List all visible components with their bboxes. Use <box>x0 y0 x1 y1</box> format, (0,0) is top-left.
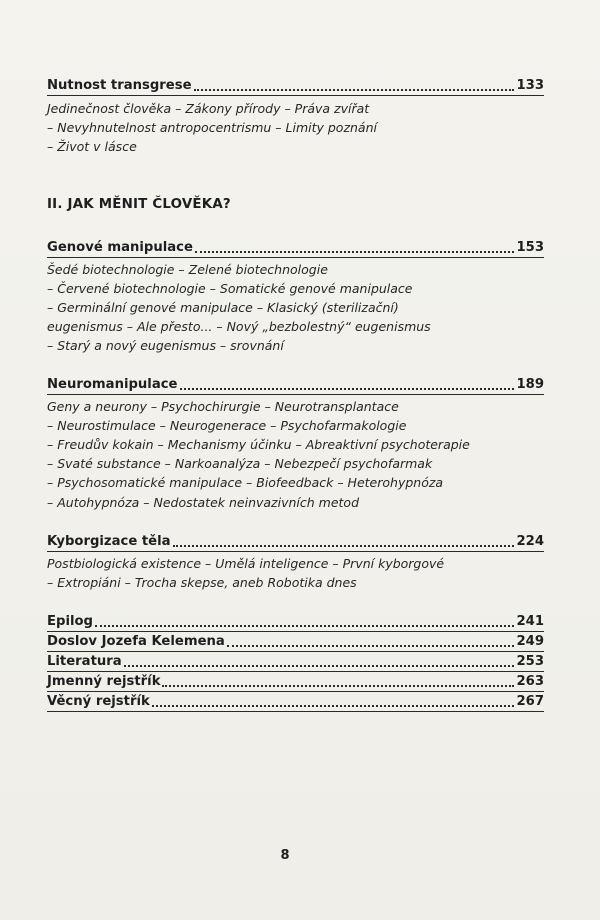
toc-subtopics-line: Šedé biotechnologie – Zelené biotechnologie <box>47 261 328 277</box>
toc-entry-vecny-rejstrik <box>47 692 544 712</box>
toc-entry-title: Neuromanipulace <box>47 376 178 392</box>
toc-entry-page: 267 <box>516 694 544 710</box>
toc-entry-page: 153 <box>516 239 544 255</box>
toc-entry-heading <box>47 532 544 552</box>
toc-subtopics-line: eugenismus – Ale přesto... – Nový „bezbolestný“ eugenismus <box>47 319 431 335</box>
toc-entry-title: Genové manipulace <box>47 239 193 255</box>
dot-leader <box>173 545 515 547</box>
toc-subtopics-line: – Svaté substance – Narkoanalýza – Nebezpečí psychofarmak <box>47 456 433 472</box>
part-heading: II. JAK MĚNIT ČLOVĚKA? <box>47 196 231 212</box>
toc-subtopics-line: – Neurostimulace – Neurogenerace – Psychofarmakologie <box>47 417 407 433</box>
toc-entry-title: Epilog <box>47 614 93 630</box>
dot-leader <box>152 705 515 707</box>
toc-entry-page: 263 <box>516 674 544 690</box>
toc-entry-epilog <box>47 612 544 632</box>
dot-leader <box>162 685 514 687</box>
toc-entry-jmenny-rejstrik <box>47 672 544 692</box>
toc-subtopics-line: – Psychosomatické manipulace – Biofeedback – Heterohypnóza <box>47 475 444 491</box>
toc-entry-doslov <box>47 632 544 652</box>
toc-section-genove-manipulace <box>47 238 544 356</box>
dot-leader <box>95 625 514 627</box>
toc-entry-title: Doslov Jozefa Kelemena <box>47 634 225 650</box>
table-of-contents <box>47 76 544 712</box>
toc-subtopics-line: – Nevyhnutelnost antropocentrismu – Limity poznání <box>47 120 377 136</box>
toc-subtopics-line: – Freudův kokain – Mechanismy účinku – Abreaktivní psychoterapie <box>47 437 470 453</box>
toc-entry-page: 253 <box>516 654 544 670</box>
toc-subtopics-line: – Červené biotechnologie – Somatické genové manipulace <box>47 280 413 296</box>
toc-entry-page: 241 <box>516 614 544 630</box>
toc-subtopics-line: – Starý a nový eugenismus – srovnání <box>47 338 284 354</box>
toc-entry-title: Literatura <box>47 654 122 670</box>
dot-leader <box>227 645 515 647</box>
toc-entry-page: 249 <box>516 634 544 650</box>
toc-entry-page: 224 <box>516 533 544 549</box>
toc-entry-page: 133 <box>516 78 544 93</box>
toc-section-kyborgizace-tela <box>47 532 544 592</box>
toc-subtopics-line: Postbiologická existence – Umělá inteligence – První kyborgové <box>47 555 445 571</box>
toc-entry-title: Kyborgizace těla <box>47 533 171 549</box>
toc-subtopics-line: Geny a neurony – Psychochirurgie – Neurotransplantace <box>47 398 399 414</box>
page-number: 8 <box>280 848 290 863</box>
toc-section-neuromanipulace <box>47 375 544 512</box>
toc-entry-title: Věcný rejstřík <box>47 694 150 710</box>
toc-back-matter <box>47 612 544 712</box>
toc-entry-heading <box>47 375 544 395</box>
toc-entry-heading <box>47 76 544 96</box>
toc-subtopics-line: – Extropiáni – Trocha skepse, aneb Robotika dnes <box>47 575 357 591</box>
dot-leader <box>180 388 515 390</box>
toc-subtopics-line: – Život v lásce <box>47 139 137 155</box>
dot-leader <box>195 251 515 253</box>
toc-entry-literatura <box>47 652 544 672</box>
dot-leader <box>124 665 515 667</box>
toc-entry-heading <box>47 238 544 258</box>
toc-subtopics-line: – Germinální genové manipulace – Klasický (sterilizační) <box>47 300 399 316</box>
toc-subtopics-line: Jedinečnost člověka – Zákony přírody – Práva zvířat <box>47 101 370 116</box>
toc-entry-title: Jmenný rejstřík <box>47 674 161 690</box>
dot-leader <box>194 89 515 91</box>
toc-entry-title: Nutnost transgrese <box>47 78 192 93</box>
toc-entry-page: 189 <box>516 376 544 392</box>
toc-subtopics-line: – Autohypnóza – Nedostatek neinvazivních metod <box>47 494 359 510</box>
toc-section-nutnost-transgrese <box>47 76 544 157</box>
